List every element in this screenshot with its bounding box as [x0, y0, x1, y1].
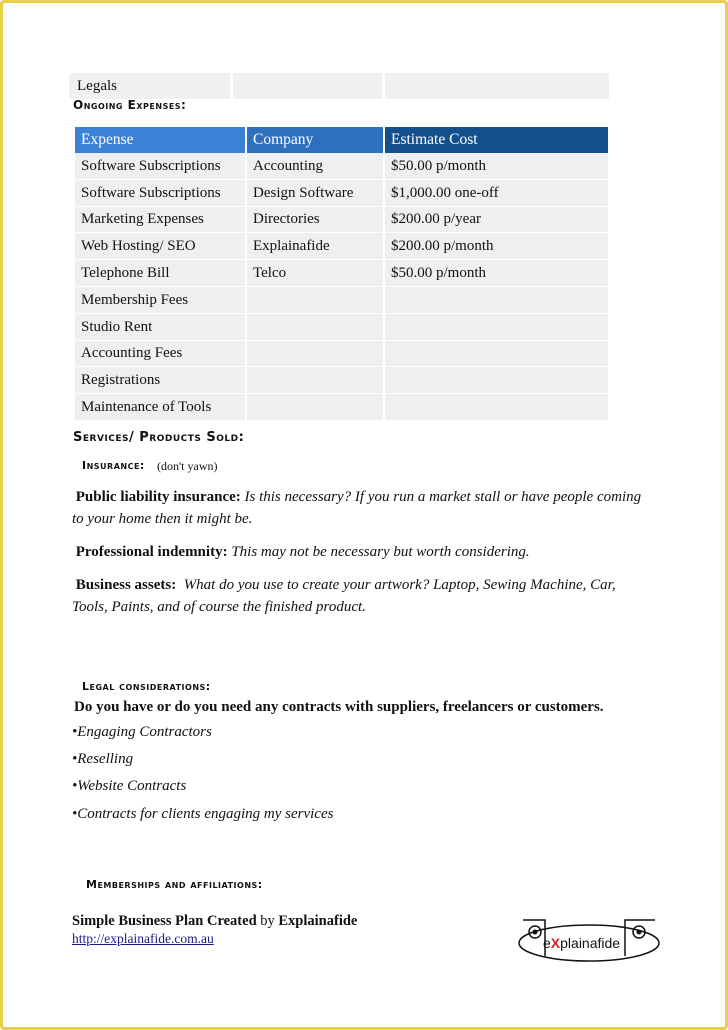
footer-title-by: by — [260, 913, 275, 929]
expense-cell: Membership Fees — [75, 287, 245, 314]
footer-title — [72, 913, 357, 930]
expense-cell: Accounting Fees — [75, 341, 245, 368]
expense-cell: Telephone Bill — [75, 260, 245, 287]
table-row — [75, 260, 608, 287]
business-assets-paragraph — [72, 574, 652, 618]
company-cell — [247, 394, 383, 421]
table-row — [75, 287, 608, 314]
table-row — [75, 233, 608, 260]
insurance-heading: Insurance: — [82, 459, 145, 472]
cost-cell — [385, 314, 608, 341]
expense-cell: Marketing Expenses — [75, 207, 245, 234]
expense-cell: Web Hosting/ SEO — [75, 233, 245, 260]
services-heading: Services/ Products Sold: — [73, 430, 245, 445]
ongoing-expenses-table — [73, 127, 610, 421]
insurance-note: (don't yawn) — [157, 459, 218, 473]
table-header-row — [75, 127, 608, 153]
company-cell — [247, 367, 383, 394]
company-cell: Directories — [247, 207, 383, 234]
cost-cell: $200.00 p/month — [385, 233, 608, 260]
header-expense: Expense — [75, 127, 245, 153]
cost-cell — [385, 341, 608, 368]
expense-cell: Software Subscriptions — [75, 180, 245, 207]
list-item: •Contracts for clients engaging my services — [72, 806, 334, 822]
table-row — [75, 153, 608, 180]
expense-cell: Maintenance of Tools — [75, 394, 245, 421]
cost-cell: $200.00 p/year — [385, 207, 608, 234]
table-row — [75, 394, 608, 421]
business-assets-label: Business assets: — [75, 577, 177, 593]
company-cell — [247, 341, 383, 368]
table-row — [75, 367, 608, 394]
company-cell — [247, 287, 383, 314]
company-cell — [247, 314, 383, 341]
legal-question — [74, 696, 654, 718]
footer-title-bold: Simple Business Plan Created — [72, 913, 257, 929]
public-liability-label: Public liability insurance: — [75, 489, 241, 505]
header-company: Company — [247, 127, 383, 153]
legals-table-row — [69, 73, 609, 99]
professional-indemnity-paragraph — [72, 541, 652, 563]
company-cell: Explainafide — [247, 233, 383, 260]
explainafide-logo — [517, 916, 661, 968]
professional-indemnity-label: Professional indemnity: — [75, 544, 228, 560]
cost-cell: $1,000.00 one-off — [385, 180, 608, 207]
cost-cell — [385, 394, 608, 421]
cost-cell: $50.00 p/month — [385, 260, 608, 287]
company-cell: Telco — [247, 260, 383, 287]
expense-cell: Registrations — [75, 367, 245, 394]
footer-brand: Explainafide — [278, 913, 358, 929]
list-item: •Website Contracts — [72, 778, 187, 794]
expense-cell: Studio Rent — [75, 314, 245, 341]
public-liability-paragraph — [72, 486, 652, 530]
list-item: •Reselling — [72, 751, 134, 767]
cost-cell — [385, 287, 608, 314]
website-link[interactable]: http://explainafide.com.au — [72, 931, 214, 946]
company-cell: Accounting — [247, 153, 383, 180]
cost-cell: $50.00 p/month — [385, 153, 608, 180]
table-row — [75, 180, 608, 207]
legal-considerations-heading: Legal considerations: — [82, 680, 211, 693]
professional-indemnity-text: This may not be necessary but worth considering. — [231, 544, 530, 560]
ongoing-expenses-heading: Ongoing Expenses: — [73, 98, 187, 112]
table-row — [75, 341, 608, 368]
header-estimate-cost: Estimate Cost — [385, 127, 608, 153]
company-cell: Design Software — [247, 180, 383, 207]
empty-cell — [233, 73, 382, 99]
logo-text: eXplainafide — [543, 935, 621, 951]
cost-cell — [385, 367, 608, 394]
expense-cell: Software Subscriptions — [75, 153, 245, 180]
legal-question-text: Do you have or do you need any contracts with suppliers, freelancers or customers. — [74, 699, 604, 715]
public-liability-text: Is this necessary? If you run a market stall or have people coming to your home then it might be. — [72, 489, 642, 527]
legals-cell: Legals — [69, 73, 230, 99]
empty-cell — [385, 73, 609, 99]
table-row — [75, 314, 608, 341]
business-assets-text: What do you use to create your artwork? Laptop, Sewing Machine, Car, Tools, Paints, and of course the finished product. — [72, 577, 616, 615]
memberships-heading: Memberships and affiliations: — [86, 878, 263, 891]
table-row — [75, 207, 608, 234]
list-item: •Engaging Contractors — [72, 724, 212, 740]
